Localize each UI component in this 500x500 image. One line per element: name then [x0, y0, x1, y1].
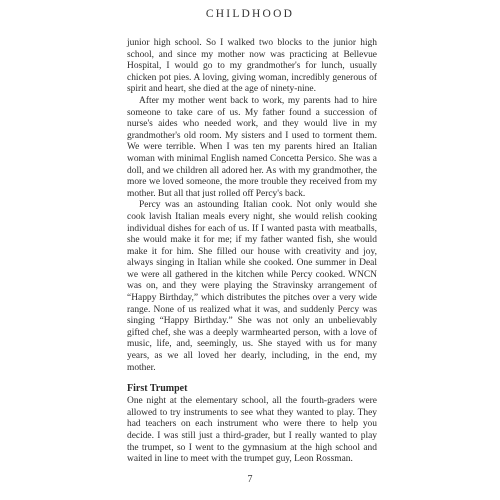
page-number: 7: [247, 474, 253, 485]
paragraph-percy-cook: Percy was an astounding Italian cook. Not only would she cook lavish Italian meals every night, she would relish cooking individual dishes for each of us. If I wanted pasta with meatballs, she would make it for me; if my father wanted fish, she would make it for him. She filled our house with creativity and joy, always singing in Italian while she cooked. One summer in Deal we were all gathered in the kitchen while Percy cooked. WNCN was on, and they were playing the Stravinsky arrangement of “Happy Birthday,” which distributes the pitches over a very wide range. None of us realized what it was, and suddenly Percy was singing “Happy Birthday.” She was not only an unbelievably gifted chef, she was a deeply warmhearted person, with a love of music, life, and, seemingly, us. She stayed with us for many years, as we all loved her dearly, including, in the end, my mother.: [127, 200, 377, 373]
paragraph-first-trumpet: One night at the elementary school, all the fourth-graders were allowed to try instruments to see what they wanted to play. They had teachers on each instrument who were there to help you decide. I was still just a third-grader, but I really wanted to play the trumpet, so I went to the gymnasium at the high school and waited in line to meet with the trumpet guy, Leon Rossman.: [127, 396, 377, 465]
body-text: [127, 38, 377, 466]
paragraph-continued: junior high school. So I walked two blocks to the junior high school, and since my mother now was practicing at Bellevue Hospital, I would go to my grandmother's for lunch, usually chicken pot pies. A loving, giving woman, incredibly generous of spirit and heart, she died at the age of ninety-nine.: [127, 38, 377, 95]
running-head: CHILDHOOD: [205, 8, 295, 20]
paragraph-nurses-aides: After my mother went back to work, my parents had to hire someone to take care of us. My father found a succession of nurse's aides who needed work, and they would live in my grandmother's old room. My sisters and I used to torment them. We were terrible. When I was ten my parents hired an Italian woman with minimal English named Concetta Persico. She was a doll, and we children all adored her. As with my grandmother, the more we loved someone, the more trouble they received from my mother. But all that just rolled off Percy's back.: [127, 95, 377, 199]
section-heading: First Trumpet: [127, 383, 188, 395]
